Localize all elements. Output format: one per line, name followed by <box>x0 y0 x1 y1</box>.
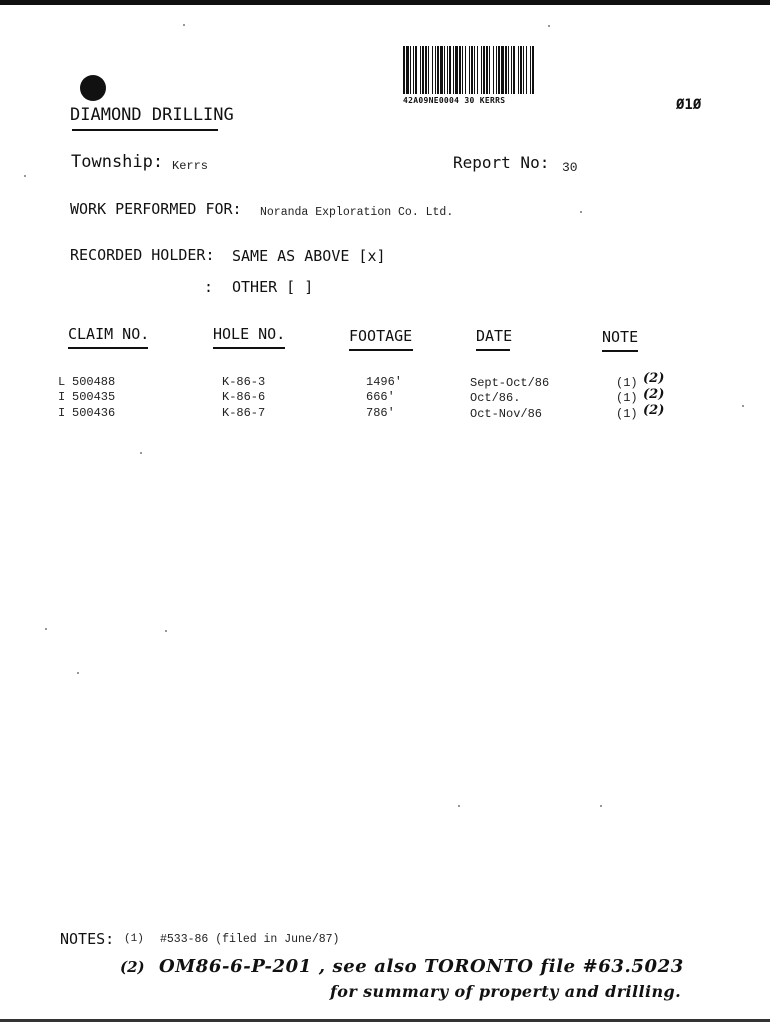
note-2-number: (2) <box>120 958 145 976</box>
township-label: Township: <box>71 152 164 172</box>
column-header-footage: FOOTAGE <box>349 327 413 351</box>
barcode <box>403 46 619 94</box>
column-header-date: DATE <box>476 327 510 351</box>
scan-speck <box>600 805 602 807</box>
work-performed-value: Noranda Exploration Co. Ltd. <box>260 206 454 219</box>
title-text: DIAMOND DRILLING <box>70 105 234 125</box>
claim-prefix: L <box>58 375 66 389</box>
barcode-stripe <box>532 46 534 94</box>
note-ref: (1) <box>616 407 638 421</box>
scan-speck <box>742 405 744 407</box>
handwritten-note-ref: (2) <box>643 387 665 402</box>
notes-label: NOTES: <box>60 930 115 948</box>
scan-bottom-edge <box>0 1019 770 1022</box>
note-1-text: #533-86 (filed in June/87) <box>160 933 340 946</box>
scan-speck <box>183 24 185 26</box>
scan-speck <box>458 805 460 807</box>
handwritten-note-ref: (2) <box>643 371 665 386</box>
title-underline <box>72 129 218 131</box>
hole-number: K-86-6 <box>222 390 266 404</box>
scan-top-edge <box>0 0 770 5</box>
report-no-label: Report No: <box>453 153 550 172</box>
document-title <box>70 105 234 125</box>
claim-number: 500488 <box>72 375 116 389</box>
claim-number: 500435 <box>72 390 116 404</box>
scan-speck <box>45 628 47 630</box>
column-header-note: NOTE <box>602 328 638 352</box>
date: Sept-Oct/86 <box>470 376 550 390</box>
scan-speck <box>548 25 550 27</box>
date: Oct-Nov/86 <box>470 407 543 421</box>
footage: 666' <box>366 390 395 404</box>
township-value: Kerrs <box>172 159 209 173</box>
claim-prefix: I <box>58 406 66 420</box>
hole-number: K-86-3 <box>222 375 266 389</box>
note-2-line-1: OM86-6-P-201 , see also TORONTO file #63.5023 <box>159 956 684 977</box>
column-header-hole-no: HOLE NO. <box>213 325 285 349</box>
scan-speck <box>580 211 582 213</box>
scan-speck <box>165 630 167 632</box>
report-no-value: 30 <box>562 160 578 175</box>
scan-speck <box>24 175 26 177</box>
barcode-text: 42A09NE0004 30 KERRS <box>403 96 506 105</box>
holder-other-colon: : <box>204 278 214 296</box>
footage: 1496' <box>366 375 403 389</box>
punch-hole-mark <box>80 75 106 101</box>
scan-speck <box>77 672 79 674</box>
holder-same-as-above: SAME AS ABOVE [x] <box>232 247 386 265</box>
claim-number: 500436 <box>72 406 116 420</box>
recorded-holder-label: RECORDED HOLDER: <box>70 246 215 264</box>
date: Oct/86. <box>470 391 521 405</box>
scan-speck <box>140 452 142 454</box>
document-code: Ø1Ø <box>676 97 702 113</box>
holder-other: OTHER [ ] <box>232 278 314 296</box>
footage: 786' <box>366 406 395 420</box>
claim-prefix: I <box>58 390 66 404</box>
note-ref: (1) <box>616 391 638 405</box>
column-header-claim-no: CLAIM NO. <box>68 325 148 349</box>
note-ref: (1) <box>616 376 638 390</box>
note-1-number: (1) <box>124 933 144 945</box>
work-performed-label: WORK PERFORMED FOR: <box>70 200 242 218</box>
hole-number: K-86-7 <box>222 406 266 420</box>
handwritten-note-ref: (2) <box>643 403 665 418</box>
note-2-line-2: for summary of property and drilling. <box>330 982 682 1001</box>
